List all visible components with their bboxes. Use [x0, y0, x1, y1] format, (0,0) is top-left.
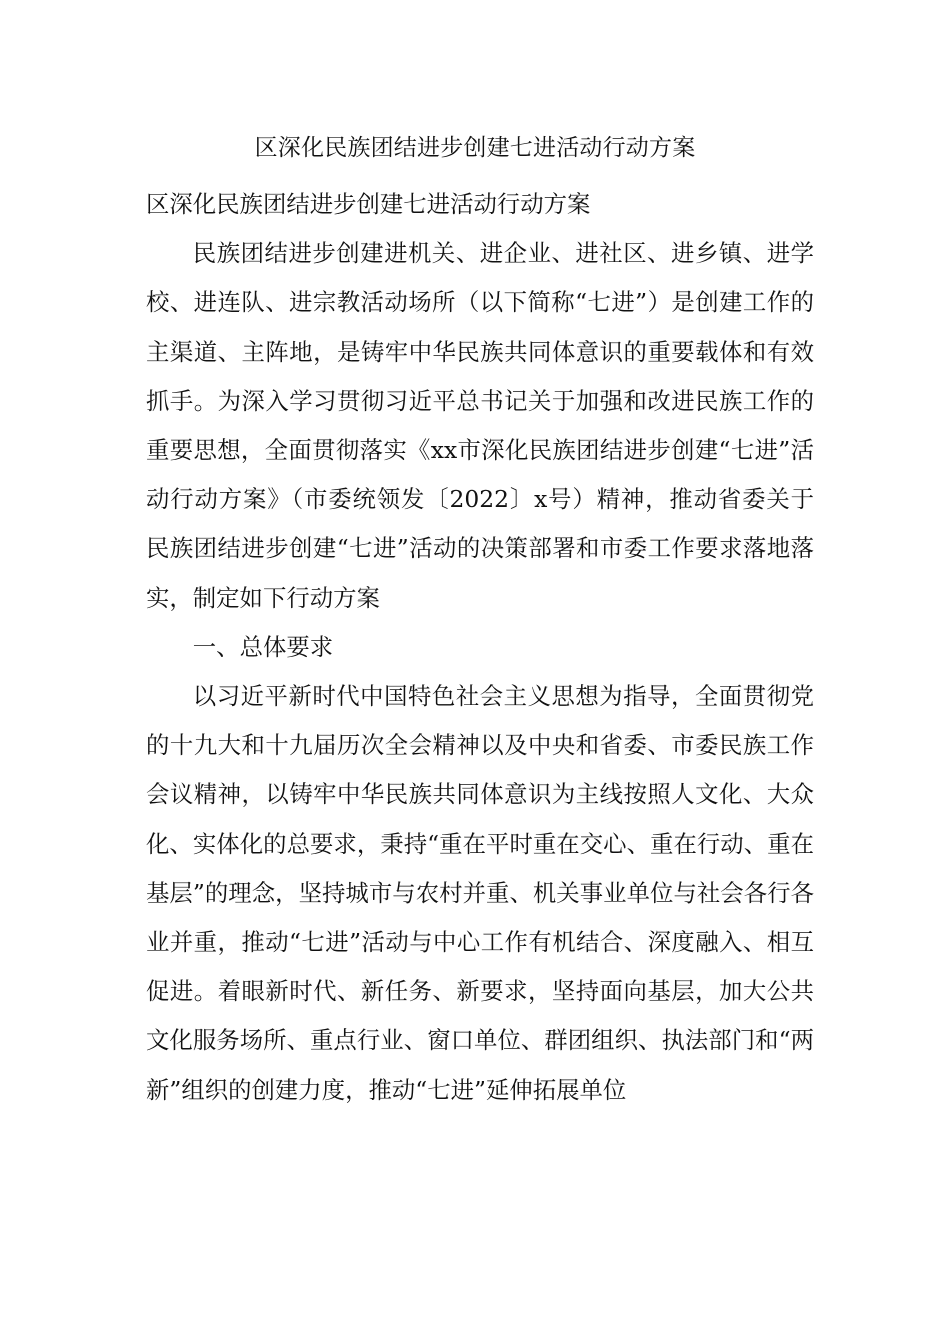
document-subtitle: 区深化民族团结进步创建七进活动行动方案 [146, 190, 591, 218]
document-body [146, 180, 814, 1115]
section-paragraph: 以习近平新时代中国特色社会主义思想为指导，全面贯彻党的十九大和十九届历次全会精神以及中央和省委、市委民族工作会议精神，以铸牢中华民族共同体意识为主线按照人文化、大众化、实体化的总要求，秉持“重在平时重在交心、重在行动、重在基层”的理念，坚持城市与农村并重、机关事业单位与社会各行各业并重，推动“七进”活动与中心工作有机结合、深度融入、相互促进。着眼新时代、新任务、新要求，坚持面向基层，加大公共文化服务场所、重点行业、窗口单位、群团组织、执法部门和“两新”组织的创建力度，推动“七进”延伸拓展单位 [146, 682, 814, 1104]
intro-paragraph: 民族团结进步创建进机关、进企业、进社区、进乡镇、进学校、进连队、进宗教活动场所（以下简称“七进”）是创建工作的主渠道、主阵地，是铸牢中华民族共同体意识的重要载体和有效抓手。为深入学习贯彻习近平总书记关于加强和改进民族工作的重要思想，全面贯彻落实《xx市深化民族团结进步创建“七进”活动行动方案》（市委统领发〔2022〕x号）精神，推动省委关于民族团结进步创建“七进”活动的决策部署和市委工作要求落地落实，制定如下行动方案 [146, 239, 814, 612]
section-heading: 一、总体要求 [192, 632, 334, 661]
document-title: 区深化民族团结进步创建七进活动行动方案 [254, 135, 696, 161]
